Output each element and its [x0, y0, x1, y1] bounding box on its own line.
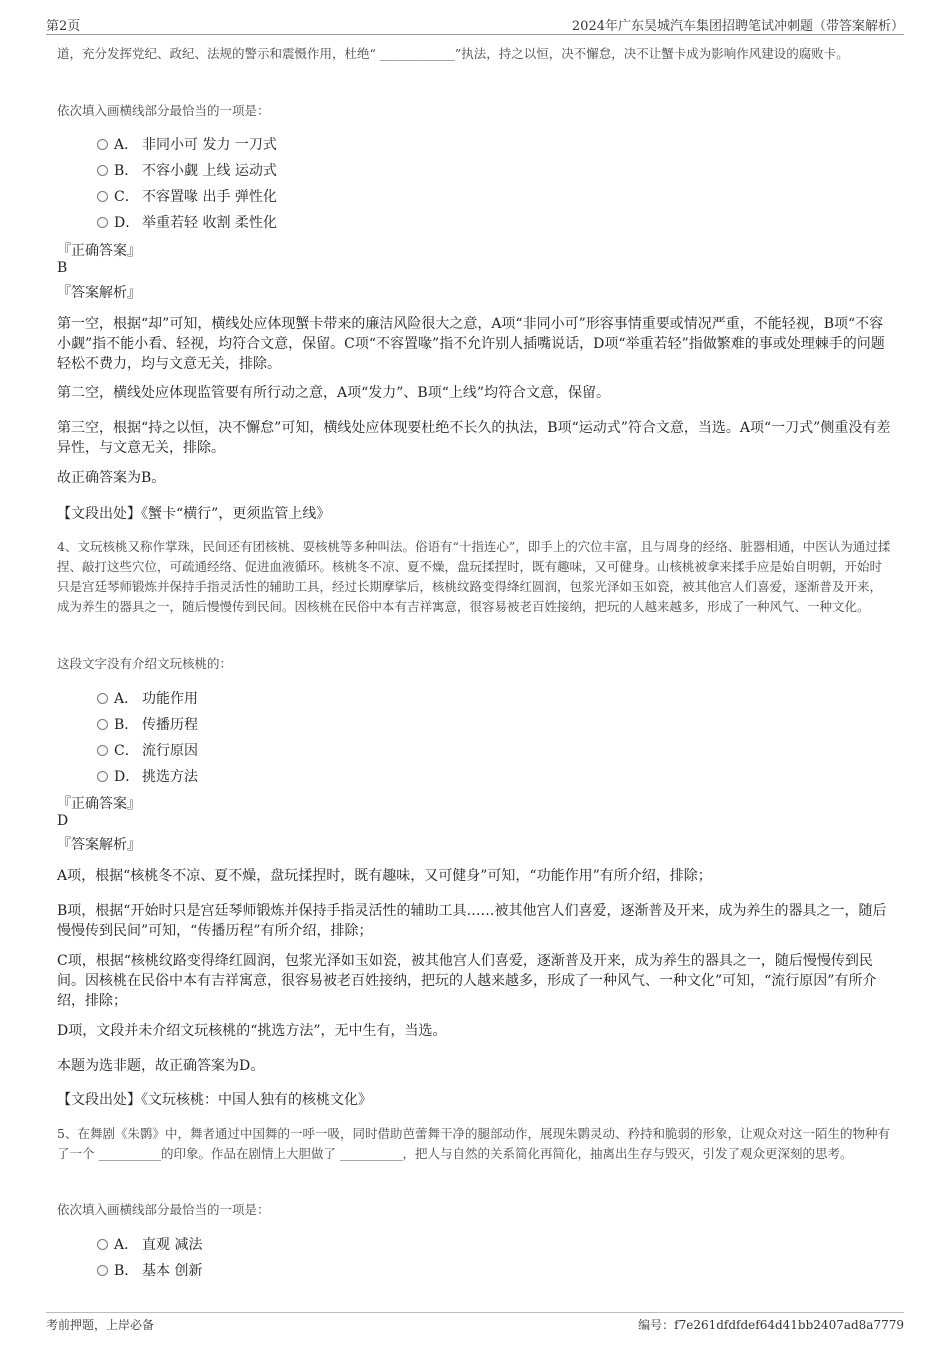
q5-prompt: 依次填入画横线部分最恰当的一项是：: [57, 1202, 270, 1217]
q4-analysis-d: D项，文段并未介绍文玩核桃的“挑选方法”，无中生有，当选。: [57, 1023, 447, 1039]
q4-option-d[interactable]: D． 挑选方法: [97, 766, 198, 786]
document-title: 2024年广东昊城汽车集团招聘笔试冲刺题（带答案解析）: [571, 19, 904, 34]
q5-option-b[interactable]: B． 基本 创新: [97, 1260, 202, 1280]
q5-text: 5、在舞剧《朱鹮》中，舞者通过中国舞的一呼一吸，同时借助芭蕾舞干净的腿部动作，展现朱鹮灵动、矜持和脆弱的形象，让观众对这一陌生的物种有了一个 __________的印象。作品在剧情上大胆做了 __________，把人与自然的关系简化再简化，抽离出生存与毁灭，引发了观众更深刻的思考。: [57, 1126, 890, 1161]
q3-text: 道，充分发挥党纪、政纪、法规的警示和震慑作用，杜绝“ ____________”执法，持之以恒，决不懈怠，决不让蟹卡成为影响作风建设的腐败卡。: [57, 46, 849, 61]
q3-answer: B: [57, 260, 68, 276]
q4-option-c[interactable]: C． 流行原因: [97, 740, 198, 760]
q4-answer: D: [57, 813, 69, 829]
q4-option-a[interactable]: A． 功能作用: [97, 688, 198, 708]
q3-prompt: 依次填入画横线部分最恰当的一项是：: [57, 103, 270, 118]
q4-analysis-b: B项，根据“开始时只是宫廷琴师锻炼并保持手指灵活性的辅助工具……被其他宫人们喜爱，逐渐普及开来，成为养生的器具之一，随后慢慢传到民间”可知，“传播历程”有所介绍，排除；: [57, 903, 887, 939]
q3-analysis-p4: 故正确答案为B。: [57, 470, 166, 486]
q4-analysis-label: 『答案解析』: [57, 837, 141, 853]
q3-option-d[interactable]: D． 举重若轻 收割 柔性化: [97, 212, 277, 232]
q3-option-a[interactable]: A． 非同小可 发力 一刀式: [97, 134, 277, 154]
q3-source: 【文段出处】《蟹卡“横行”，更须监管上线》: [57, 506, 331, 522]
q4-prompt: 这段文字没有介绍文玩核桃的：: [57, 656, 233, 671]
radio-icon[interactable]: [97, 745, 108, 756]
q3-option-c[interactable]: C． 不容置喙 出手 弹性化: [97, 186, 277, 206]
q3-option-b[interactable]: B． 不容小觑 上线 运动式: [97, 160, 277, 180]
q4-text: 4、文玩核桃又称作掌珠，民间还有团核桃、耍核桃等多种叫法。俗语有“十指连心”，即手上的穴位丰富，且与周身的经络、脏器相通，中医认为通过揉捏、敲打这些穴位，可疏通经络、促进血液循环。核桃冬不凉、夏不燥，盘玩揉捏时，既有趣味，又可健身。山核桃被拿来揉手应是始自明朝，开始时只是宫廷琴师锻炼并保持手指灵活性的辅助工具，经过长期摩挲后，核桃纹路变得绛红圆润，包浆光泽如玉如瓷，被其他宫人们喜爱，逐渐普及开来，成为养生的器具之一，随后慢慢传到民间。因核桃在民俗中本有吉祥寓意，很容易被老百姓接纳，把玩的人越来越多，形成了一种风气、一种文化。: [57, 539, 891, 614]
q3-analysis-p1: 第一空，根据“却”可知，横线处应体现蟹卡带来的廉洁风险很大之意，A项“非同小可”形容事情重要或情况严重，不能轻视，B项“不容小觑”指不能小看、轻视，均符合文意，保留。C项“不容置喙”指不允许别人插嘴说话，D项“举重若轻”指做繁难的事或处理棘手的问题轻松不费力，均与文意无关，排除。: [57, 316, 885, 372]
q3-analysis-label: 『答案解析』: [57, 285, 141, 301]
radio-icon[interactable]: [97, 191, 108, 202]
q4-source: 【文段出处】《文玩核桃：中国人独有的核桃文化》: [57, 1092, 372, 1108]
q5-option-a[interactable]: A． 直观 减法: [97, 1234, 202, 1254]
radio-icon[interactable]: [97, 139, 108, 150]
q4-analysis-c: C项，根据“核桃纹路变得绛红圆润，包浆光泽如玉如瓷，被其他宫人们喜爱，逐渐普及开来，成为养生的器具之一，随后慢慢传到民间。因核桃在民俗中本有吉祥寓意，很容易被老百姓接纳，把玩的人越来越多，形成了一种风气、一种文化”可知，“流行原因”有所介绍，排除；: [57, 953, 877, 1009]
q3-analysis-p2: 第二空，横线处应体现监管要有所行动之意，A项“发力”、B项“上线”均符合文意，保留。: [57, 385, 611, 401]
radio-icon[interactable]: [97, 719, 108, 730]
q3-analysis-p3: 第三空，根据“持之以恒，决不懈怠”可知，横线处应体现要杜绝不长久的执法，B项“运动式”符合文意，当选。A项“一刀式”侧重没有差异性，与文意无关，排除。: [57, 420, 891, 456]
q4-analysis-a: A项，根据“核桃冬不凉、夏不燥，盘玩揉捏时，既有趣味，又可健身”可知，“功能作用”有所介绍，排除；: [57, 868, 712, 884]
radio-icon[interactable]: [97, 217, 108, 228]
q4-analysis-conclusion: 本题为选非题，故正确答案为D。: [57, 1058, 265, 1074]
radio-icon[interactable]: [97, 1239, 108, 1250]
radio-icon[interactable]: [97, 165, 108, 176]
page-footer: [46, 1312, 904, 1332]
footer-slogan: 考前押题，上岸必备: [46, 1318, 155, 1332]
radio-icon[interactable]: [97, 693, 108, 704]
q4-answer-label: 『正确答案』: [57, 796, 141, 812]
page-number: 第2页: [46, 19, 81, 34]
q3-answer-label: 『正确答案』: [57, 243, 141, 259]
q4-option-b[interactable]: B． 传播历程: [97, 714, 198, 734]
document-id: 编号：f7e261dfdfdef64d41bb2407ad8a7779: [638, 1318, 904, 1332]
radio-icon[interactable]: [97, 1265, 108, 1276]
radio-icon[interactable]: [97, 771, 108, 782]
page-header: [46, 12, 904, 35]
